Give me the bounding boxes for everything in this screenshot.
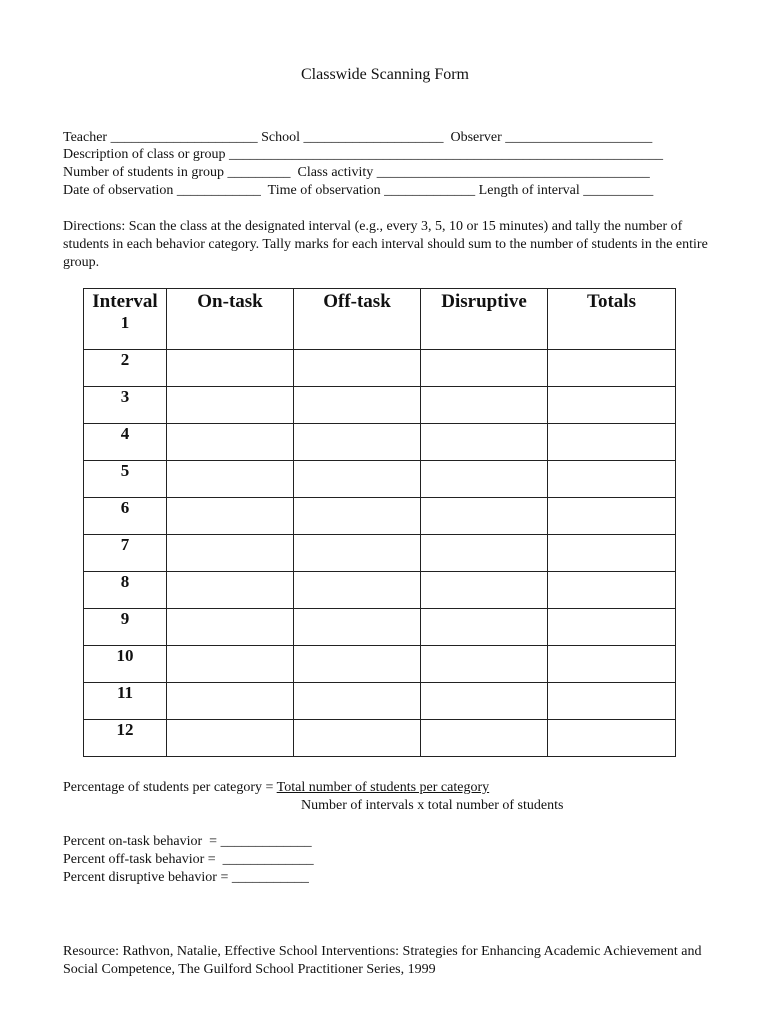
on-task-cell[interactable] [167, 313, 294, 350]
off-task-cell[interactable] [294, 498, 421, 535]
disruptive-cell[interactable] [421, 609, 548, 646]
table-row [84, 646, 676, 683]
on-task-cell[interactable] [167, 609, 294, 646]
column-header-on-task: On-task [167, 289, 294, 314]
off-task-cell[interactable] [294, 572, 421, 609]
disruptive-cell[interactable] [421, 646, 548, 683]
off-task-cell[interactable] [294, 646, 421, 683]
resource-citation: Resource: Rathvon, Natalie, Effective School Interventions: Strategies for Enhancing Academic Achievement and Social Competence, The Guilford School Practitioner Series, 1999 [63, 944, 702, 977]
table-row [84, 720, 676, 757]
on-task-cell[interactable] [167, 572, 294, 609]
disruptive-cell[interactable] [421, 424, 548, 461]
table-row [84, 535, 676, 572]
interval-number: 6 [84, 498, 167, 535]
totals-cell[interactable] [548, 313, 676, 350]
formula-numerator: Total number of students per category [276, 780, 490, 795]
disruptive-cell[interactable] [421, 498, 548, 535]
table-row [84, 461, 676, 498]
disruptive-cell[interactable] [421, 572, 548, 609]
on-task-cell[interactable] [167, 350, 294, 387]
table-row [84, 572, 676, 609]
totals-cell[interactable] [548, 609, 676, 646]
off-task-cell[interactable] [294, 720, 421, 757]
totals-cell[interactable] [548, 572, 676, 609]
form-title: Classwide Scanning Form [301, 66, 469, 83]
off-task-cell[interactable] [294, 609, 421, 646]
interval-number: 5 [84, 461, 167, 498]
interval-number: 10 [84, 646, 167, 683]
table-row [84, 609, 676, 646]
formula-denominator: Number of intervals x total number of students [301, 798, 564, 813]
interval-number: 7 [84, 535, 167, 572]
table-row [84, 387, 676, 424]
on-task-cell[interactable] [167, 646, 294, 683]
table-header-row [84, 289, 676, 314]
off-task-cell[interactable] [294, 535, 421, 572]
scanning-table [83, 288, 676, 757]
interval-number: 12 [84, 720, 167, 757]
table-row [84, 498, 676, 535]
interval-number: 2 [84, 350, 167, 387]
totals-cell[interactable] [548, 424, 676, 461]
on-task-cell[interactable] [167, 535, 294, 572]
date-time-interval-line: Date of observation ____________ Time of observation _____________ Length of interval __________ [63, 183, 654, 198]
disruptive-cell[interactable] [421, 461, 548, 498]
off-task-cell[interactable] [294, 387, 421, 424]
class-description-line: Description of class or group ______________________________________________________________ [63, 147, 664, 162]
disruptive-cell[interactable] [421, 350, 548, 387]
disruptive-cell[interactable] [421, 387, 548, 424]
totals-cell[interactable] [548, 535, 676, 572]
column-header-off-task: Off-task [294, 289, 421, 314]
percent-on-task-line: Percent on-task behavior = _____________ [63, 834, 312, 849]
on-task-cell[interactable] [167, 720, 294, 757]
directions-text: Directions: Scan the class at the designated interval (e.g., every 3, 5, 10 or 15 minutes) and tally the number of students in each behavior category. Tally marks for each interval should sum to the number of students in the entire group. [63, 219, 708, 270]
teacher-school-observer-line: Teacher _____________________ School ____________________ Observer _____________________ [63, 130, 653, 145]
totals-cell[interactable] [548, 350, 676, 387]
percent-disruptive-line: Percent disruptive behavior = ___________ [63, 870, 309, 885]
table-row [84, 313, 676, 350]
table-row [84, 350, 676, 387]
disruptive-cell[interactable] [421, 313, 548, 350]
column-header-disruptive: Disruptive [421, 289, 548, 314]
off-task-cell[interactable] [294, 313, 421, 350]
totals-cell[interactable] [548, 646, 676, 683]
on-task-cell[interactable] [167, 461, 294, 498]
students-activity-line: Number of students in group _________ Class activity _______________________________________ [63, 165, 650, 180]
percent-off-task-line: Percent off-task behavior = _____________ [63, 852, 314, 867]
percentage-formula [63, 779, 489, 797]
totals-cell[interactable] [548, 387, 676, 424]
totals-cell[interactable] [548, 720, 676, 757]
on-task-cell[interactable] [167, 424, 294, 461]
on-task-cell[interactable] [167, 683, 294, 720]
totals-cell[interactable] [548, 498, 676, 535]
totals-cell[interactable] [548, 683, 676, 720]
column-header-interval: Interval [84, 289, 167, 314]
off-task-cell[interactable] [294, 683, 421, 720]
interval-number: 4 [84, 424, 167, 461]
off-task-cell[interactable] [294, 350, 421, 387]
off-task-cell[interactable] [294, 424, 421, 461]
table-row [84, 424, 676, 461]
interval-number: 9 [84, 609, 167, 646]
on-task-cell[interactable] [167, 387, 294, 424]
disruptive-cell[interactable] [421, 720, 548, 757]
column-header-totals: Totals [548, 289, 676, 314]
formula-label: Percentage of students per category = [63, 780, 277, 795]
disruptive-cell[interactable] [421, 683, 548, 720]
disruptive-cell[interactable] [421, 535, 548, 572]
interval-number: 11 [84, 683, 167, 720]
table-row [84, 683, 676, 720]
off-task-cell[interactable] [294, 461, 421, 498]
totals-cell[interactable] [548, 461, 676, 498]
on-task-cell[interactable] [167, 498, 294, 535]
interval-number: 3 [84, 387, 167, 424]
interval-number: 8 [84, 572, 167, 609]
interval-number: 1 [84, 313, 167, 350]
